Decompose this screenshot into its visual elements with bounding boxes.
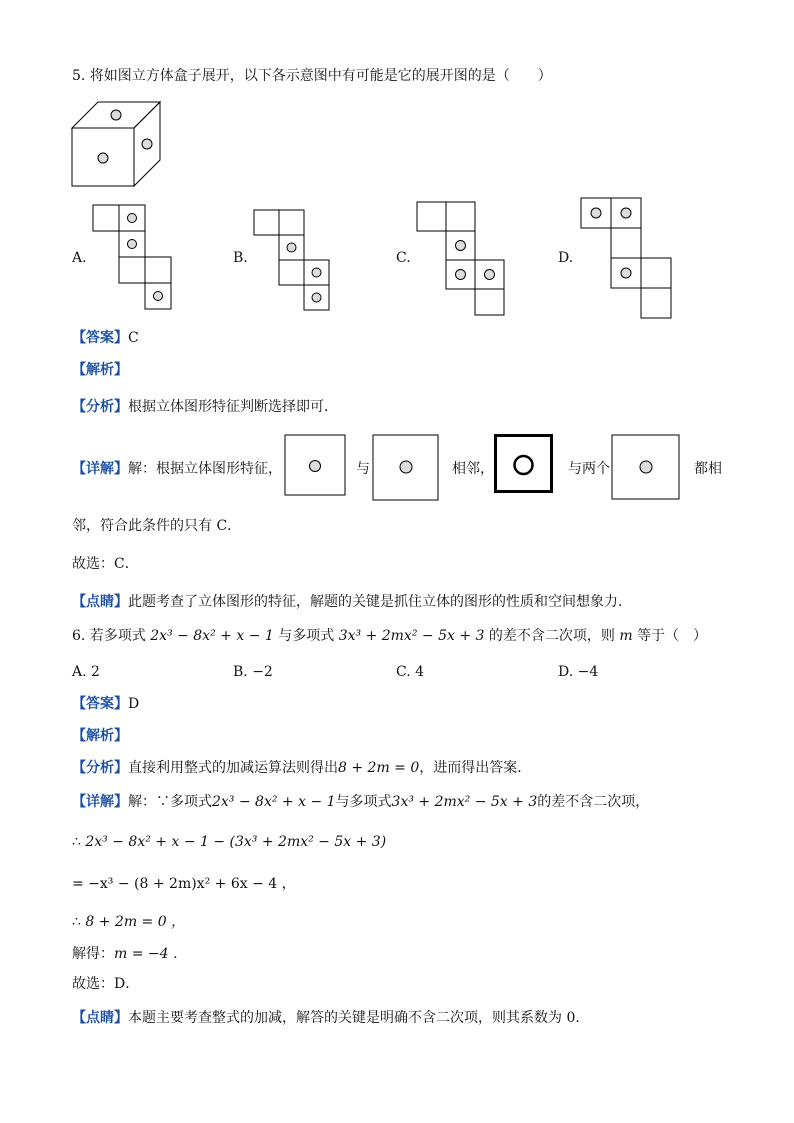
q6-step3: ∴ 8 + 2m = 0 ，: [72, 914, 186, 930]
circle-icon: [515, 456, 533, 474]
circle-icon: [456, 270, 466, 280]
q6-analysis-heading: 【解析】: [72, 728, 128, 744]
q5-xiangjie-xianglin: 相邻，: [452, 461, 494, 477]
q5-xiangjie-yu: 与: [356, 461, 370, 477]
circle-icon: [142, 139, 152, 149]
circle-icon: [485, 270, 495, 280]
q6-option-d: D. −4: [558, 664, 599, 680]
cube-figure: [70, 100, 166, 192]
net-option-b: [253, 209, 333, 313]
face-plain-3: [611, 434, 681, 502]
circle-icon: [621, 208, 631, 218]
option-b-label: B.: [233, 250, 248, 266]
q6-option-c: C. 4: [396, 664, 425, 680]
circle-icon: [456, 241, 466, 251]
q6-title: 6. 若多项式 2x³ − 8x² + x − 1 与多项式 3x³ + 2mx² − 5x + 3 的差不含二次项，则 m 等于（ ）: [72, 628, 708, 644]
q6-answer: 【答案】D: [72, 696, 140, 712]
circle-icon: [287, 243, 296, 252]
circle-icon: [111, 110, 121, 120]
circle-icon: [621, 268, 631, 278]
q5-xiangjie-cont: 邻，符合此条件的只有 C．: [72, 518, 242, 534]
q6-guxuan: 故选：D．: [72, 976, 140, 992]
q6-poly1: 2x³ − 8x² + x − 1: [150, 628, 274, 644]
q6-jiede: 解得：m = −4 ．: [72, 946, 187, 962]
net-option-c: [416, 201, 508, 317]
circle-icon: [98, 153, 108, 163]
option-a-label: A.: [72, 250, 87, 266]
q6-option-a: A. 2: [72, 664, 100, 680]
q6-step2: = −x³ − (8 + 2m)x² + 6x − 4 ，: [72, 876, 296, 892]
net-option-a: [92, 204, 176, 312]
q6-xiangjie: 【详解】解：∵多项式2x³ − 8x² + x − 1与多项式3x³ + 2mx² − 5x + 3的差不含二次项，: [72, 794, 650, 810]
q6-poly2: 3x³ + 2mx² − 5x + 3: [338, 628, 485, 644]
circle-icon: [640, 461, 652, 473]
circle-icon: [128, 240, 137, 249]
net-option-d: [580, 197, 676, 321]
q6-dianjing: 【点睛】本题主要考查整式的加减，解答的关键是明确不含二次项，则其系数为 0．: [72, 1010, 590, 1026]
circle-icon: [312, 293, 321, 302]
q5-title: 5. 将如图立方体盒子展开，以下各示意图中有可能是它的展开图的是（ ）: [72, 68, 552, 84]
q5-dianjing: 【点睛】此题考查了立体图形的特征，解题的关键是抓住立体的图形的性质和空间想象力．: [72, 594, 632, 610]
circle-icon: [591, 208, 601, 218]
q5-fenxi: 【分析】根据立体图形特征判断选择即可．: [72, 399, 338, 415]
q6-var-m: m: [619, 628, 633, 644]
circle-icon: [154, 292, 163, 301]
q5-xiangjie-label: 【详解】解：根据立体图形特征，: [72, 461, 282, 477]
q6-option-b: B. −2: [233, 664, 273, 680]
q5-analysis-heading: 【解析】: [72, 362, 128, 378]
q5-guxuan: 故选：C．: [72, 556, 139, 572]
option-d-label: D.: [558, 250, 574, 266]
circle-icon: [400, 461, 412, 473]
q6-step1: ∴ 2x³ − 8x² + x − 1 − (3x³ + 2mx² − 5x + 3): [72, 834, 387, 850]
q6-fenxi: 【分析】直接利用整式的加减运算法则得出8 + 2m = 0，进而得出答案．: [72, 760, 532, 776]
face-bold: [494, 434, 554, 496]
face-plain-2: [372, 434, 440, 502]
circle-icon: [128, 214, 137, 223]
q5-xiangjie-yuliangge: 与两个: [568, 461, 610, 477]
q5-answer: 【答案】C: [72, 330, 139, 346]
face-plain-1: [284, 434, 346, 498]
option-c-label: C.: [396, 250, 411, 266]
circle-icon: [312, 268, 321, 277]
q5-xiangjie-douxiang: 都相: [694, 461, 722, 477]
circle-icon: [310, 461, 321, 472]
